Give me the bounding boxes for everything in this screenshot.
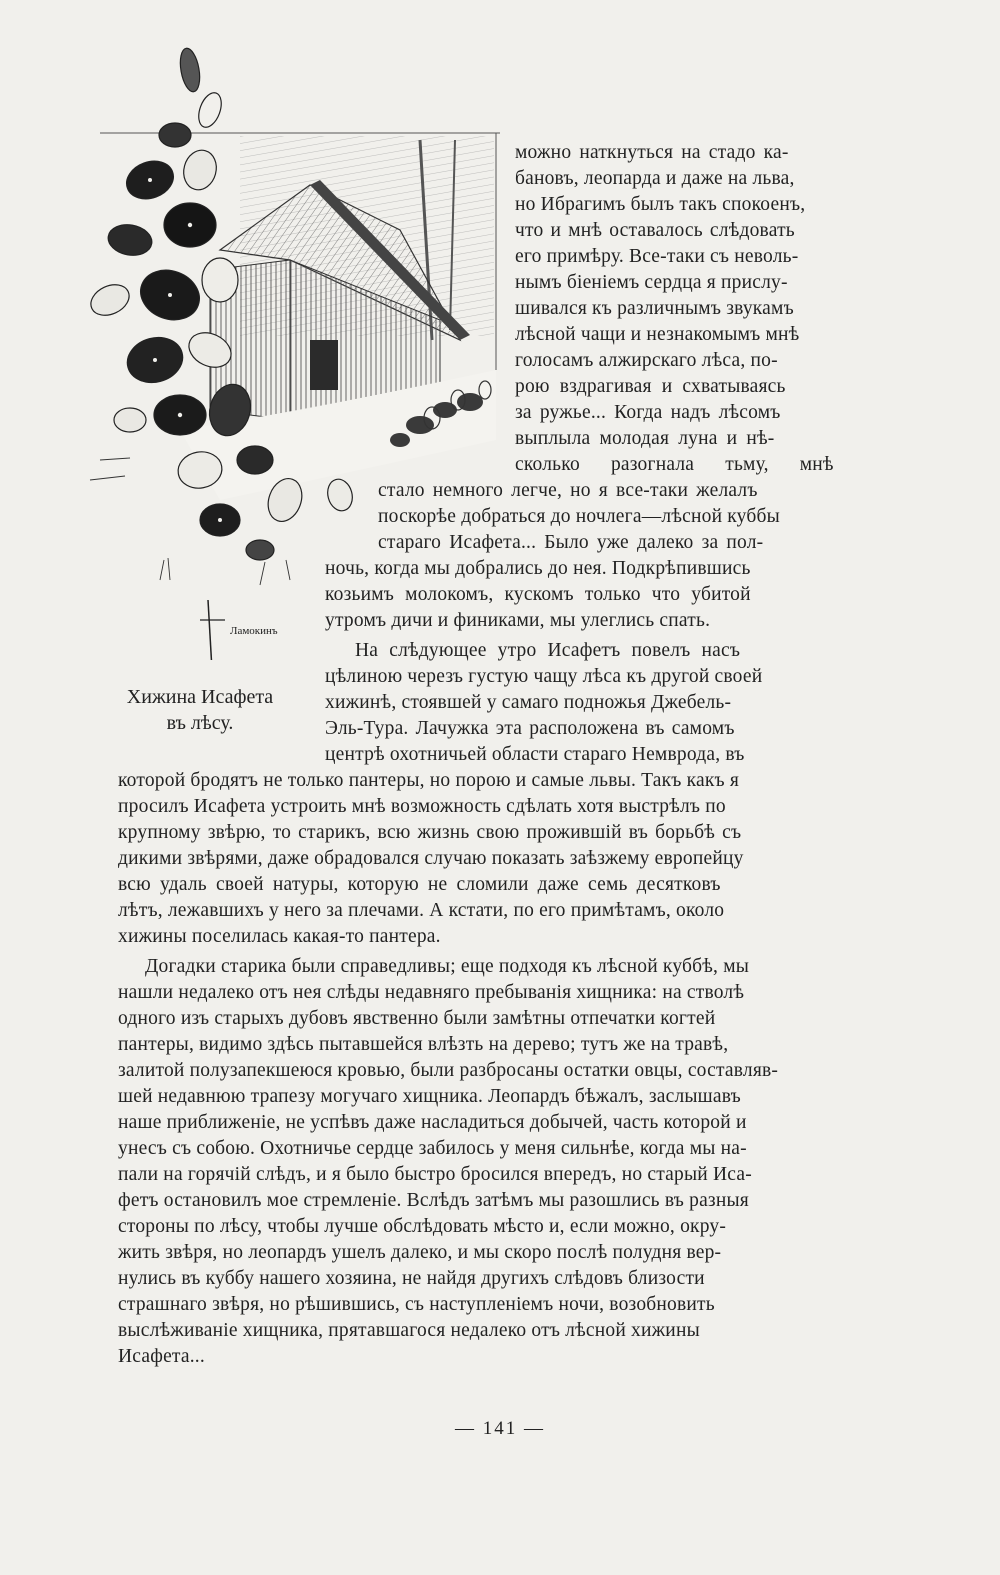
text-line: но Ибрагимъ былъ такъ спокоенъ,: [515, 194, 806, 215]
caption-line: въ лѣсу.: [166, 712, 234, 734]
text-line: одного изъ старыхъ дубовъ явственно были замѣтны отпечатки когтей: [118, 1008, 716, 1029]
illustration-caption: [100, 684, 300, 736]
text-line: нашли недалеко отъ нея слѣды недавняго пребыванія хищника: на стволѣ: [118, 982, 745, 1003]
text-line: шей недавнюю трапезу могучаго хищника. Леопардъ бѣжалъ, заслышавъ: [118, 1086, 741, 1107]
text-line: утромъ дичи и финиками, мы улеглись спать.: [325, 610, 711, 631]
text-line: его примѣру. Все-таки съ неволь-: [515, 246, 799, 267]
text-line: жить звѣря, но леопардъ ушелъ далеко, и мы скоро послѣ полудня вер-: [118, 1242, 722, 1263]
text-line: стало немного легче, но я все-таки желалъ: [378, 480, 758, 501]
text-line: Эль-Тура. Лачужка эта расположена въ самомъ: [325, 718, 735, 739]
text-line: рою вздрагивая и схватываясь: [515, 376, 786, 397]
text-line: выплыла молодая луна и нѣ-: [515, 428, 775, 449]
text-line: за ружье... Когда надъ лѣсомъ: [515, 402, 781, 423]
text-line: шивался къ различнымъ звукамъ: [515, 298, 794, 319]
text-line: хижинѣ, стоявшей у самаго подножья Джебель-: [325, 692, 732, 713]
text-line: всю удаль своей натуры, которую не сломили даже семь десятковъ: [118, 874, 721, 895]
text-line: выслѣживаніе хищника, прятавшагося недалеко отъ лѣсной хижины: [118, 1320, 700, 1341]
caption-line: Хижина Исафета: [126, 686, 274, 708]
text-line: дикими звѣрями, даже обрадовался случаю показать заѣзжему европейцу: [118, 848, 744, 869]
text-line: голосамъ алжирскаго лѣса, по-: [515, 350, 778, 371]
text-line: ночь, когда мы добрались до нея. Подкрѣпившись: [325, 558, 751, 579]
artist-signature-text: Ламокинъ: [230, 625, 278, 637]
text-line: лѣсной чащи и незнакомымъ мнѣ: [515, 324, 800, 345]
text-line: пали на горячій слѣдъ, и я было быстро бросился впередъ, но старый Иса-: [118, 1164, 752, 1185]
text-line: нулись въ куббу нашего хозяина, не найдя другихъ слѣдовъ близости: [118, 1268, 705, 1289]
text-line: центрѣ охотничьей области стараго Немврода, въ: [325, 744, 745, 765]
text-line: что и мнѣ оставалось слѣдовать: [515, 220, 795, 241]
text-line: На слѣдующее утро Исафетъ повелъ насъ: [355, 640, 741, 661]
text-line: бановъ, леопарда и даже на льва,: [515, 168, 795, 189]
page-number: — 141 —: [455, 1418, 545, 1439]
text-line: Догадки старика были справедливы; еще подходя къ лѣсной куббѣ, мы: [145, 956, 750, 977]
text-line: пантеры, видимо здѣсь пытавшейся влѣзть на дерево; тутъ же на травѣ,: [118, 1034, 729, 1055]
text-line: страшнаго звѣря, но рѣшившись, съ наступленіемъ ночи, возобновить: [118, 1294, 715, 1315]
text-line: наше приближеніе, не успѣвъ даже насладиться добычей, часть которой и: [118, 1112, 747, 1133]
text-line: просилъ Исафета устроить мнѣ возможность сдѣлать хотя выстрѣлъ по: [118, 796, 726, 817]
artist-signature: [200, 600, 278, 660]
text-line: можно наткнуться на стадо ка-: [515, 142, 789, 163]
text-line: хижины поселилась какая-то пантера.: [118, 926, 441, 947]
text-line: нымъ біеніемъ сердца я прислу-: [515, 272, 788, 293]
text-line: цѣлиною черезъ густую чащу лѣса къ другой своей: [325, 666, 763, 687]
text-line: фетъ остановилъ мое стремленіе. Вслѣдъ затѣмъ мы разошлись въ разныя: [118, 1190, 749, 1211]
text-line: которой бродятъ не только пантеры, но порою и самые львы. Такъ какъ я: [118, 770, 740, 791]
text-line: унесъ съ собою. Охотничье сердце забилось у меня сильнѣе, когда мы на-: [118, 1138, 747, 1159]
text-line: залитой полузапекшеюся кровью, были разбросаны остатки овцы, составляв-: [118, 1060, 779, 1081]
text-line: поскорѣе добраться до ночлега—лѣсной куббы: [378, 506, 780, 527]
text-line: стороны по лѣсу, чтобы лучше обслѣдовать мѣсто и, если можно, окру-: [118, 1216, 727, 1237]
text-line: козьимъ молокомъ, кускомъ только что убитой: [325, 584, 751, 605]
text-line: крупному звѣрю, то старикъ, всю жизнь свою прожившій въ борьбѣ съ: [118, 822, 742, 843]
text-line: лѣтъ, лежавшихъ у него за плечами. А кстати, по его примѣтамъ, около: [118, 900, 725, 921]
text-line: Исафета...: [118, 1346, 205, 1367]
text-line: стараго Исафета... Было уже далеко за пол-: [378, 532, 764, 553]
text-line: сколько разогнала тьму, мнѣ: [515, 454, 834, 475]
